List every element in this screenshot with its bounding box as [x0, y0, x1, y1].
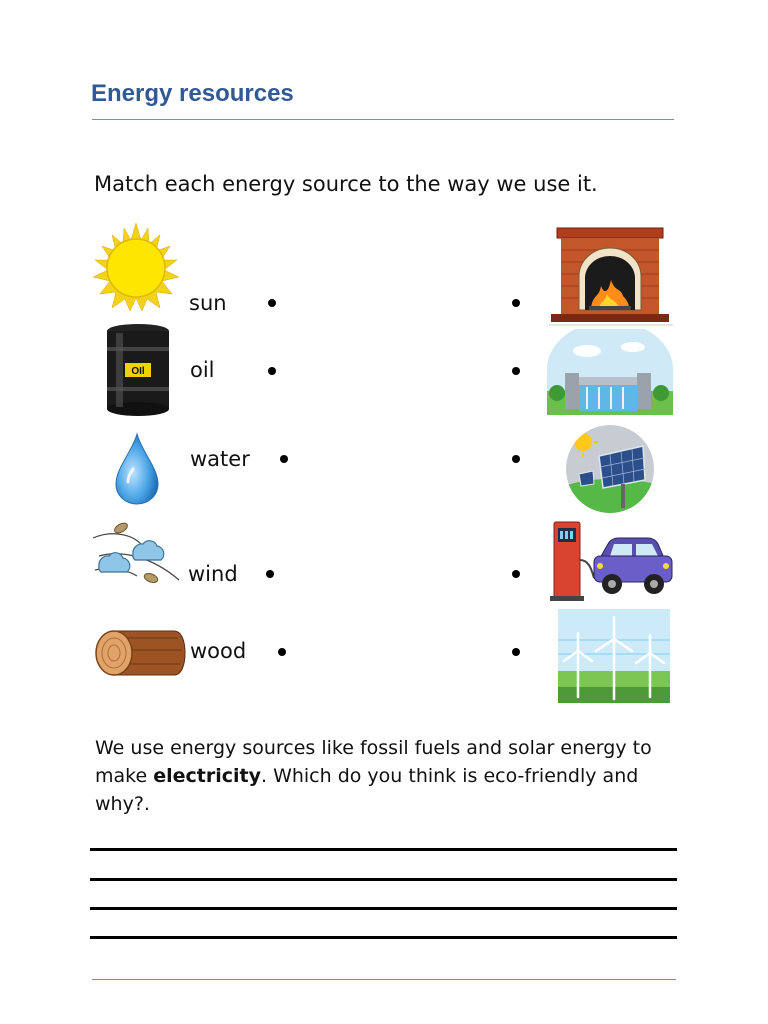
- use-dot-turbines[interactable]: [512, 648, 520, 656]
- footer-divider: [92, 979, 676, 980]
- answer-line[interactable]: [90, 848, 677, 851]
- wind-icon: [91, 520, 183, 590]
- source-dot-sun[interactable]: [268, 299, 276, 307]
- answer-line[interactable]: [90, 907, 677, 910]
- source-label-wood: wood: [190, 639, 247, 663]
- wood-log-icon: [94, 628, 186, 678]
- fuel-pump-car-icon: [548, 520, 676, 602]
- source-dot-water[interactable]: [280, 455, 288, 463]
- sun-icon: [92, 222, 180, 312]
- source-dot-wind[interactable]: [266, 570, 274, 578]
- use-dot-car[interactable]: [512, 570, 520, 578]
- source-dot-wood[interactable]: [278, 648, 286, 656]
- question-text: We use energy sources like fossil fuels and solar energy to make electricity. Which do you think is eco-friendly and why?.: [95, 737, 652, 815]
- page-title: Energy resources: [91, 80, 294, 107]
- source-label-sun: sun: [189, 291, 227, 315]
- use-dot-fireplace[interactable]: [512, 299, 520, 307]
- barrel-text: OIl: [131, 366, 145, 377]
- answer-line[interactable]: [90, 878, 677, 881]
- use-dot-hydro[interactable]: [512, 367, 520, 375]
- use-dot-solar[interactable]: [512, 455, 520, 463]
- answer-line[interactable]: [90, 936, 677, 939]
- source-label-water: water: [190, 447, 250, 471]
- fireplace-icon: [549, 226, 673, 326]
- source-dot-oil[interactable]: [268, 367, 276, 375]
- title-divider: [92, 119, 674, 120]
- oil-barrel-icon: [104, 323, 172, 417]
- source-label-wind: wind: [188, 562, 238, 586]
- source-label-oil: oil: [190, 358, 215, 382]
- hydro-dam-icon: [547, 329, 673, 415]
- solar-panel-icon: [565, 424, 655, 514]
- keyword-electricity: electricity: [153, 765, 261, 787]
- water-drop-icon: [114, 432, 160, 506]
- wind-turbines-icon: [558, 609, 670, 703]
- instruction-text: Match each energy source to the way we use it.: [94, 172, 598, 196]
